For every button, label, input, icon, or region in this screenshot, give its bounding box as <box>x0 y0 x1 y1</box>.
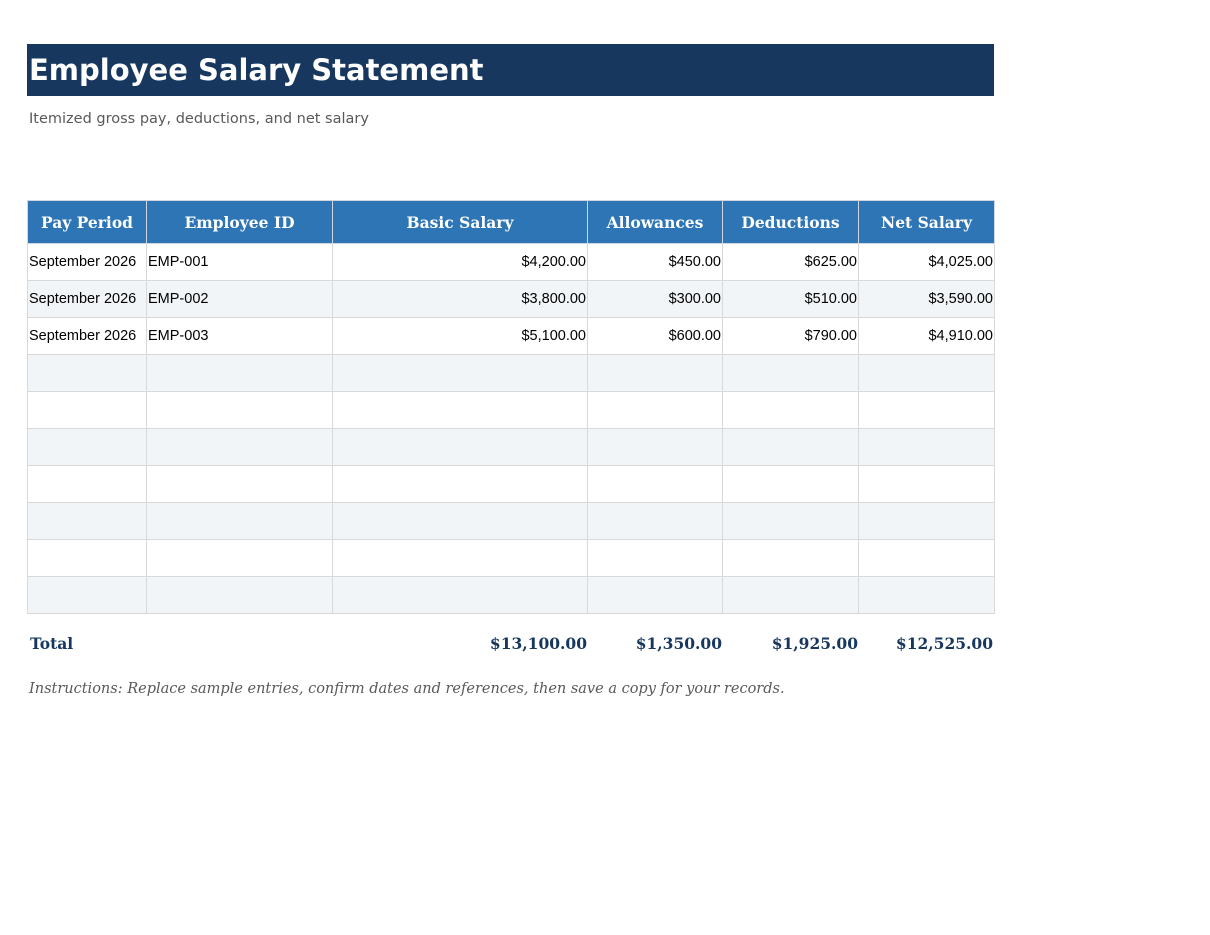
cell-allowances[interactable] <box>588 429 723 466</box>
title-banner <box>27 44 994 96</box>
cell-deductions[interactable]: $510.00 <box>723 281 859 318</box>
totals-row <box>27 630 994 658</box>
cell-employee-id[interactable] <box>147 355 333 392</box>
cell-net-salary[interactable]: $4,025.00 <box>859 244 995 281</box>
cell-pay-period[interactable] <box>28 392 147 429</box>
cell-net-salary[interactable] <box>859 466 995 503</box>
cell-pay-period[interactable]: September 2026 <box>28 281 147 318</box>
cell-allowances[interactable] <box>588 540 723 577</box>
cell-basic-salary[interactable] <box>333 355 588 392</box>
cell-pay-period[interactable] <box>28 355 147 392</box>
cell-basic-salary[interactable] <box>333 466 588 503</box>
table-row <box>28 503 995 540</box>
cell-employee-id[interactable] <box>147 503 333 540</box>
cell-allowances[interactable]: $600.00 <box>588 318 723 355</box>
header-net-salary[interactable]: Net Salary <box>859 201 995 244</box>
cell-pay-period[interactable] <box>28 429 147 466</box>
cell-basic-salary[interactable] <box>333 392 588 429</box>
table-row <box>28 244 995 281</box>
page-subtitle: Itemized gross pay, deductions, and net salary <box>29 111 369 127</box>
cell-allowances[interactable] <box>588 503 723 540</box>
cell-employee-id[interactable] <box>147 466 333 503</box>
cell-employee-id[interactable] <box>147 429 333 466</box>
cell-basic-salary[interactable] <box>333 503 588 540</box>
cell-deductions[interactable] <box>723 540 859 577</box>
cell-employee-id[interactable] <box>147 540 333 577</box>
cell-pay-period[interactable]: September 2026 <box>28 244 147 281</box>
cell-net-salary[interactable] <box>859 577 995 614</box>
salary-table-body <box>28 244 995 614</box>
cell-deductions[interactable]: $790.00 <box>723 318 859 355</box>
cell-allowances[interactable]: $450.00 <box>588 244 723 281</box>
cell-employee-id[interactable] <box>147 577 333 614</box>
cell-deductions[interactable] <box>723 429 859 466</box>
cell-deductions[interactable] <box>723 355 859 392</box>
total-net-salary: $12,525.00 <box>895 634 993 653</box>
table-row <box>28 281 995 318</box>
page-title: Employee Salary Statement <box>29 53 484 87</box>
cell-deductions[interactable] <box>723 503 859 540</box>
table-row <box>28 318 995 355</box>
cell-basic-salary[interactable]: $5,100.00 <box>333 318 588 355</box>
table-row <box>28 540 995 577</box>
cell-employee-id[interactable]: EMP-001 <box>147 244 333 281</box>
total-allowances: $1,350.00 <box>635 634 722 653</box>
cell-employee-id[interactable]: EMP-002 <box>147 281 333 318</box>
table-row <box>28 466 995 503</box>
cell-basic-salary[interactable] <box>333 577 588 614</box>
cell-allowances[interactable]: $300.00 <box>588 281 723 318</box>
cell-deductions[interactable] <box>723 577 859 614</box>
cell-allowances[interactable] <box>588 392 723 429</box>
table-row <box>28 429 995 466</box>
cell-basic-salary[interactable]: $3,800.00 <box>333 281 588 318</box>
total-basic-salary: $13,100.00 <box>489 634 587 653</box>
table-row <box>28 577 995 614</box>
cell-deductions[interactable] <box>723 466 859 503</box>
cell-deductions[interactable]: $625.00 <box>723 244 859 281</box>
table-row <box>28 392 995 429</box>
header-basic-salary[interactable]: Basic Salary <box>333 201 588 244</box>
total-deductions: $1,925.00 <box>771 634 858 653</box>
cell-pay-period[interactable] <box>28 466 147 503</box>
cell-pay-period[interactable]: September 2026 <box>28 318 147 355</box>
header-allowances[interactable]: Allowances <box>588 201 723 244</box>
cell-allowances[interactable] <box>588 355 723 392</box>
cell-net-salary[interactable] <box>859 392 995 429</box>
header-row <box>28 201 995 244</box>
cell-basic-salary[interactable] <box>333 429 588 466</box>
cell-net-salary[interactable] <box>859 540 995 577</box>
cell-net-salary[interactable] <box>859 429 995 466</box>
cell-net-salary[interactable] <box>859 503 995 540</box>
table-row <box>28 355 995 392</box>
cell-pay-period[interactable] <box>28 540 147 577</box>
cell-net-salary[interactable]: $4,910.00 <box>859 318 995 355</box>
cell-employee-id[interactable] <box>147 392 333 429</box>
header-employee-id[interactable]: Employee ID <box>147 201 333 244</box>
cell-allowances[interactable] <box>588 466 723 503</box>
instructions-note: Instructions: Replace sample entries, confirm dates and references, then save a copy for your records. <box>29 681 785 697</box>
cell-deductions[interactable] <box>723 392 859 429</box>
salary-table <box>27 200 995 614</box>
cell-pay-period[interactable] <box>28 577 147 614</box>
total-label: Total <box>30 634 74 653</box>
cell-pay-period[interactable] <box>28 503 147 540</box>
cell-net-salary[interactable]: $3,590.00 <box>859 281 995 318</box>
cell-net-salary[interactable] <box>859 355 995 392</box>
cell-basic-salary[interactable]: $4,200.00 <box>333 244 588 281</box>
header-pay-period[interactable]: Pay Period <box>28 201 147 244</box>
cell-allowances[interactable] <box>588 577 723 614</box>
cell-employee-id[interactable]: EMP-003 <box>147 318 333 355</box>
cell-basic-salary[interactable] <box>333 540 588 577</box>
header-deductions[interactable]: Deductions <box>723 201 859 244</box>
